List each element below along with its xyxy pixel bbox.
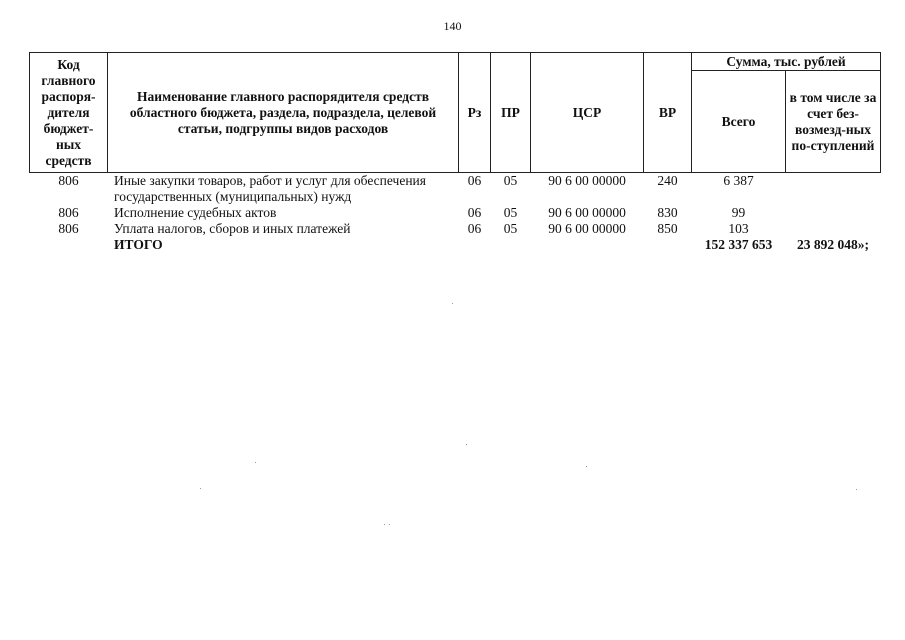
row-name: Уплата налогов, сборов и иных платежей [114,221,351,236]
row-incl-free [786,205,881,221]
row-code: 806 [58,173,79,188]
table-row [30,173,881,206]
row-total: 99 [731,205,746,220]
row-incl-free [786,221,881,237]
row-code: 806 [58,221,79,236]
row-total: 6 387 [723,173,754,188]
header-rz: Рз [459,53,491,173]
row-pr: 05 [503,205,518,220]
budget-table [29,52,881,253]
row-code: 806 [58,205,79,220]
header-name: Наименование главного распорядителя средств областного бюджета, раздела, подраздела, целевой статьи, подгруппы видов расходов [108,53,459,173]
row-csr: 90 6 00 00000 [548,173,626,188]
summary-incl-free: 23 892 048»; [797,237,869,252]
header-code: Код главного распоря-дителя бюджет-ных средств [30,53,108,173]
row-csr: 90 6 00 00000 [548,221,626,236]
row-vr: 240 [657,173,678,188]
header-sum-group: Сумма, тыс. рублей [692,53,881,71]
header-pr: ПР [491,53,531,173]
table-row [30,221,881,237]
row-rz: 06 [467,205,482,220]
summary-row [30,237,881,253]
row-csr: 90 6 00 00000 [548,205,626,220]
header-incl-free: в том числе за счет без-возмезд-ных по-ступлений [786,71,881,173]
header-vr: ВР [644,53,692,173]
row-rz: 06 [467,221,482,236]
row-rz: 06 [467,173,482,188]
row-vr: 830 [657,205,678,220]
page-number: 140 [443,19,462,33]
header-total: Всего [692,71,786,173]
header-csr: ЦСР [531,53,644,173]
row-vr: 850 [657,221,678,236]
table-row [30,205,881,221]
row-incl-free [786,173,881,206]
summary-total: 152 337 653 [704,237,773,252]
row-pr: 05 [503,173,518,188]
row-name: Иные закупки товаров, работ и услуг для обеспечения государственных (муниципальных) нужд [114,173,426,204]
row-total: 103 [728,221,749,236]
row-pr: 05 [503,221,518,236]
summary-label: ИТОГО [114,237,163,252]
row-name: Исполнение судебных актов [114,205,277,220]
